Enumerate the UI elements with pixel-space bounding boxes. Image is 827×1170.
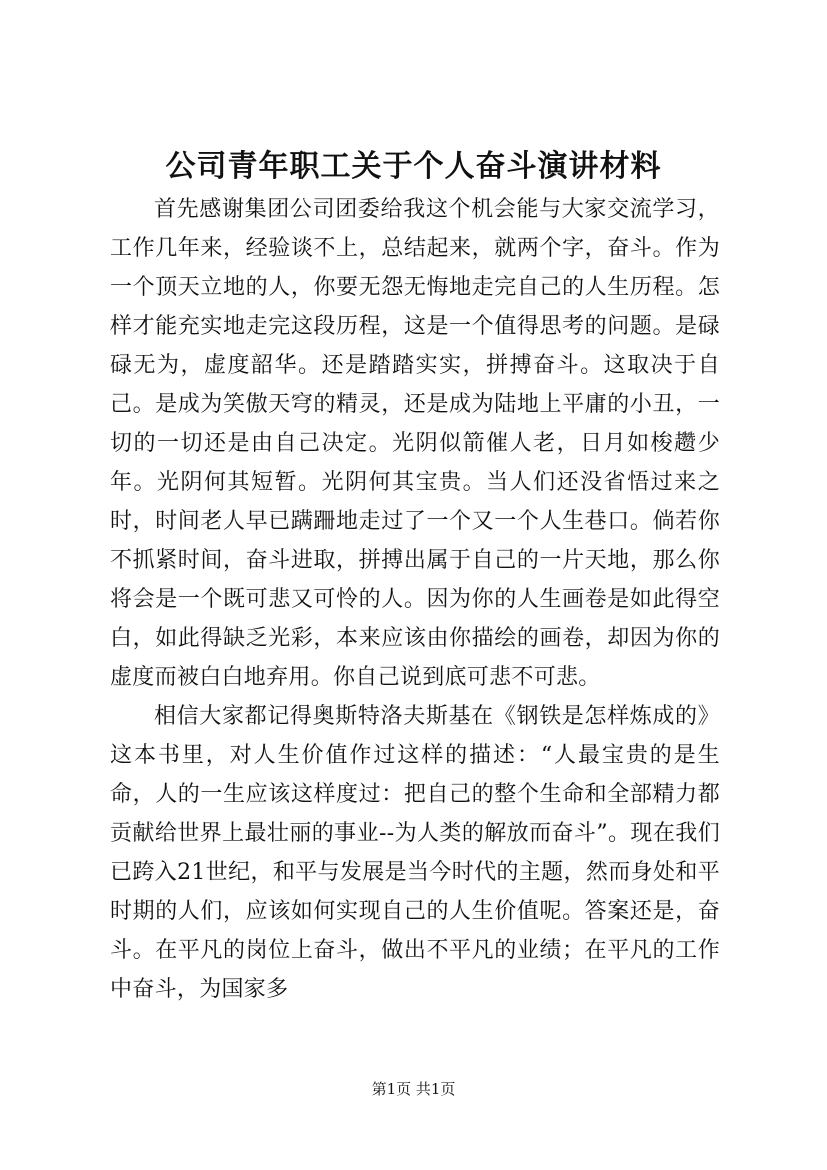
paragraph-2: 相信大家都记得奥斯特洛夫斯基在《钢铁是怎样炼成的》这本书里，对人生价值作过这样的描述：“人最宝贵的是生命，人的一生应该这样度过：把自己的整个生命和全部精力都贡献给世界上最壮丽的事业--为人类的解放而奋斗”。现在我们已跨入21世纪，和平与发展是当今时代的主题，然而身处和平时期的人们，应该如何实现自己的人生价值呢。答案还是，奋斗。在平凡的岗位上奋斗，做出不平凡的业绩；在平凡的工作中奋斗，为国家多 bbox=[110, 704, 720, 1002]
paragraph-1: 首先感谢集团公司团委给我这个机会能与大家交流学习，工作几年来，经验谈不上，总结起来，就两个字，奋斗。作为一个顶天立地的人，你要无怨无悔地走完自己的人生历程。怎样才能充实地走完这段历程，这是一个值得思考的问题。是碌碌无为，虚度韶华。还是踏踏实实，拼搏奋斗。这取决于自己。是成为笑傲天穹的精灵，还是成为陆地上平庸的小丑，一切的一切还是由自己决定。光阴似箭催人老，日月如梭趱少年。光阴何其短暂。光阴何其宝贵。当人们还没省悟过来之时，时间老人早已蹒跚地走过了一个又一个人生巷口。倘若你不抓紧时间，奋斗进取，拼搏出属于自己的一片天地，那么你将会是一个既可悲又可怜的人。因为你的人生画卷是如此得空白，如此得缺乏光彩，本来应该由你描绘的画卷，却因为你的虚度而被白白地弃用。你自己说到底可悲不可悲。 bbox=[110, 197, 720, 690]
page-number-footer: 第1页 共1页 bbox=[371, 1080, 456, 1098]
document-body bbox=[110, 190, 720, 1009]
document-title: 公司青年职工关于个人奋斗演讲材料 bbox=[165, 149, 662, 184]
